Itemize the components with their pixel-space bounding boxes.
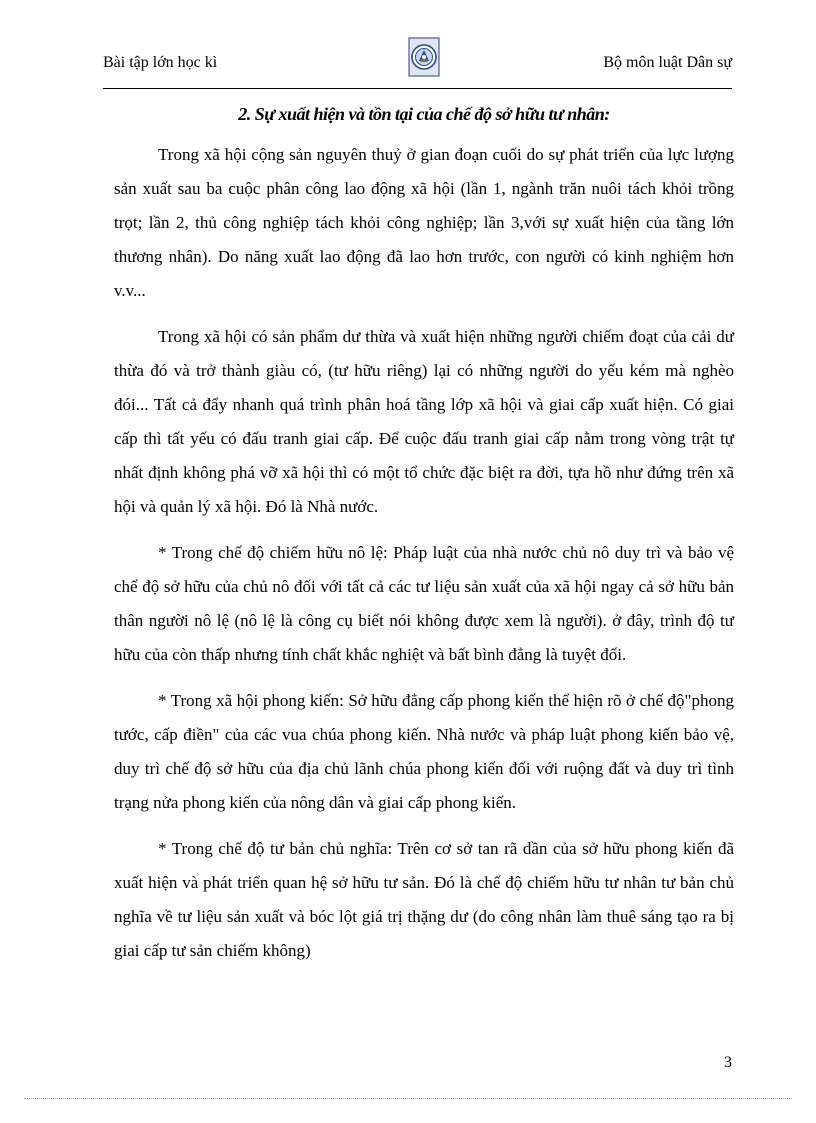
header-divider (103, 88, 732, 89)
page-number: 3 (724, 1054, 732, 1071)
university-seal-icon (408, 37, 440, 77)
header-department-label: Bộ môn luật Dân sự (603, 54, 732, 71)
section-title: 2. Sự xuất hiện và tồn tại của chế độ sở hữu tư nhân: (238, 104, 610, 124)
paragraph: * Trong chế độ chiếm hữu nô lệ: Pháp luật của nhà nước chủ nô duy trì và bảo vệ chế độ sở hữu của chủ nô đối với tất cả các tư liệu sản xuất của xã hội ngay cả sở hữu bản thân người nô lệ (nô lệ là công cụ biết nói không được xem là người). ở đây, trình độ tư hữu của còn thấp nhưng tính chất khắc nghiệt và bất bình đẳng là tuyệt đối. (114, 543, 734, 664)
page-header (103, 36, 732, 86)
header-course-label: Bài tập lớn học kì (103, 54, 218, 71)
paragraph: Trong xã hội cộng sản nguyên thuỷ ở gian đoạn cuối do sự phát triển của lực lượng sản xuất sau ba cuộc phân công lao động xã hội (lần 1, ngành trăn nuôi tách khỏi trồng trọt; lần 2, thủ công nghiệp tách khỏi công nghiệp; lần 3,với sự xuất hiện của tầng lớn thương nhân). Do năng xuất lao động đã lao hơn trước, con người có kinh nghiệm hơn v.v... (114, 145, 734, 300)
paragraph: * Trong chế độ tư bản chủ nghĩa: Trên cơ sở tan rã dần của sở hữu phong kiến đã xuất hiện và phát triển quan hệ sở hữu tư sản. Đó là chế độ chiếm hữu tư nhân tư bản chủ nghĩa về tư liệu sản xuất và bóc lột giá trị thặng dư (do công nhân làm thuê sáng tạo ra bị giai cấp tư sản chiếm không) (114, 839, 734, 960)
page-break-divider (24, 1098, 792, 1099)
paragraph: Trong xã hội có sản phẩm dư thừa và xuất hiện những người chiếm đoạt của cải dư thừa đó và trở thành giàu có, (tư hữu riêng) lại có những người do yếu kém mà nghèo đói... Tất cả đẩy nhanh quá trình phân hoá tầng lớp xã hội và giai cấp xuất hiện. Có giai cấp thì tất yếu có đấu tranh giai cấp. Để cuộc đấu tranh giai cấp nằm trong vòng trật tự nhất định không phá vỡ xã hội thì có một tổ chức đặc biệt ra đời, tựa hồ như đứng trên xã hội và quản lý xã hội. Đó là Nhà nước. (114, 327, 734, 516)
document-body (114, 96, 734, 980)
paragraph: * Trong xã hội phong kiến: Sở hữu đẳng cấp phong kiến thể hiện rõ ở chế độ"phong tước, cấp điền" của các vua chúa phong kiến. Nhà nước và pháp luật phong kiến bảo vệ, duy trì chế độ sở hữu của địa chủ lãnh chúa phong kiến đối với ruộng đất và duy trì tình trạng nửa phong kiến của nông dân và giai cấp phong kiến. (114, 691, 734, 812)
